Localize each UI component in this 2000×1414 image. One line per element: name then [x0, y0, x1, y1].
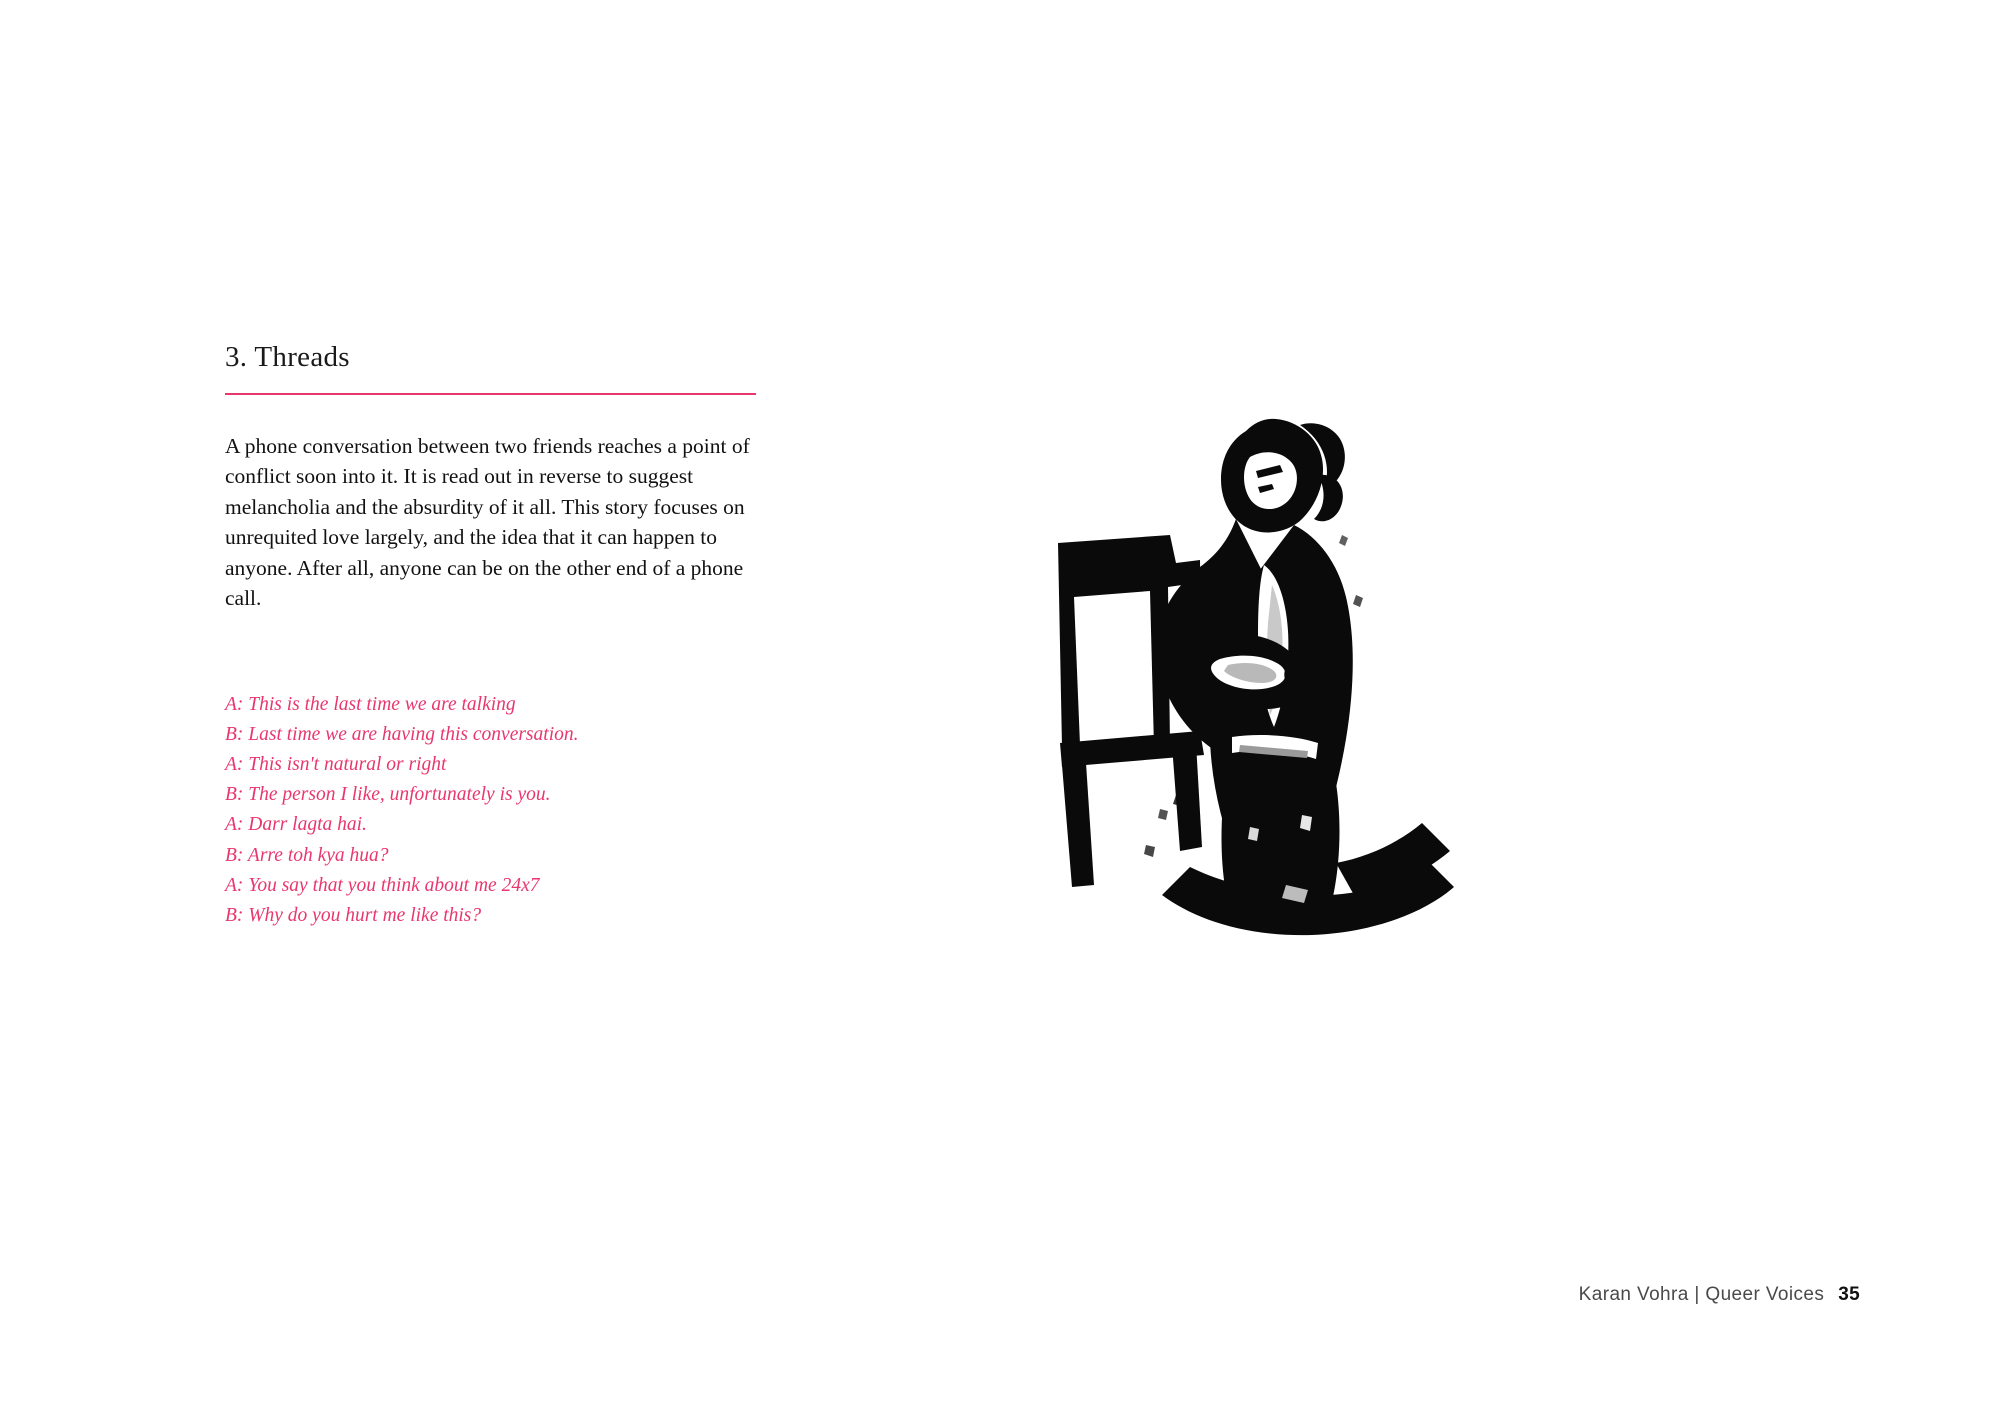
footer-credit: Karan Vohra | Queer Voices: [1578, 1284, 1825, 1305]
dialogue-line: B: Arre toh kya hua?: [225, 844, 389, 866]
dialogue-block: [225, 690, 760, 931]
dialogue-line: A: This is the last time we are talking: [225, 693, 516, 715]
page-title: 3. Threads: [225, 341, 350, 373]
dialogue-line: B: Last time we are having this conversation.: [225, 724, 579, 746]
dialogue-line: A: You say that you think about me 24x7: [225, 874, 540, 896]
title-divider: [225, 393, 756, 395]
dialogue-line: A: Darr lagta hai.: [225, 814, 367, 836]
text-column: [225, 340, 760, 931]
dialogue-line: B: Why do you hurt me like this?: [225, 904, 482, 926]
intro-paragraph: A phone conversation between two friends reaches a point of conflict soon into it. It is read out in reverse to suggest melancholia and the absurdity of it all. This story focuses on unrequited love largely, and the idea that it can happen to anyone. After all, anyone can be on the other end of a phone call.: [225, 433, 750, 611]
page-number: 35: [1838, 1284, 1860, 1305]
page-footer: [1579, 1284, 1860, 1306]
dialogue-line: B: The person I like, unfortunately is you.: [225, 784, 551, 806]
dialogue-line: A: This isn't natural or right: [225, 754, 447, 776]
seated-figure-ink-illustration: [1050, 415, 1550, 960]
